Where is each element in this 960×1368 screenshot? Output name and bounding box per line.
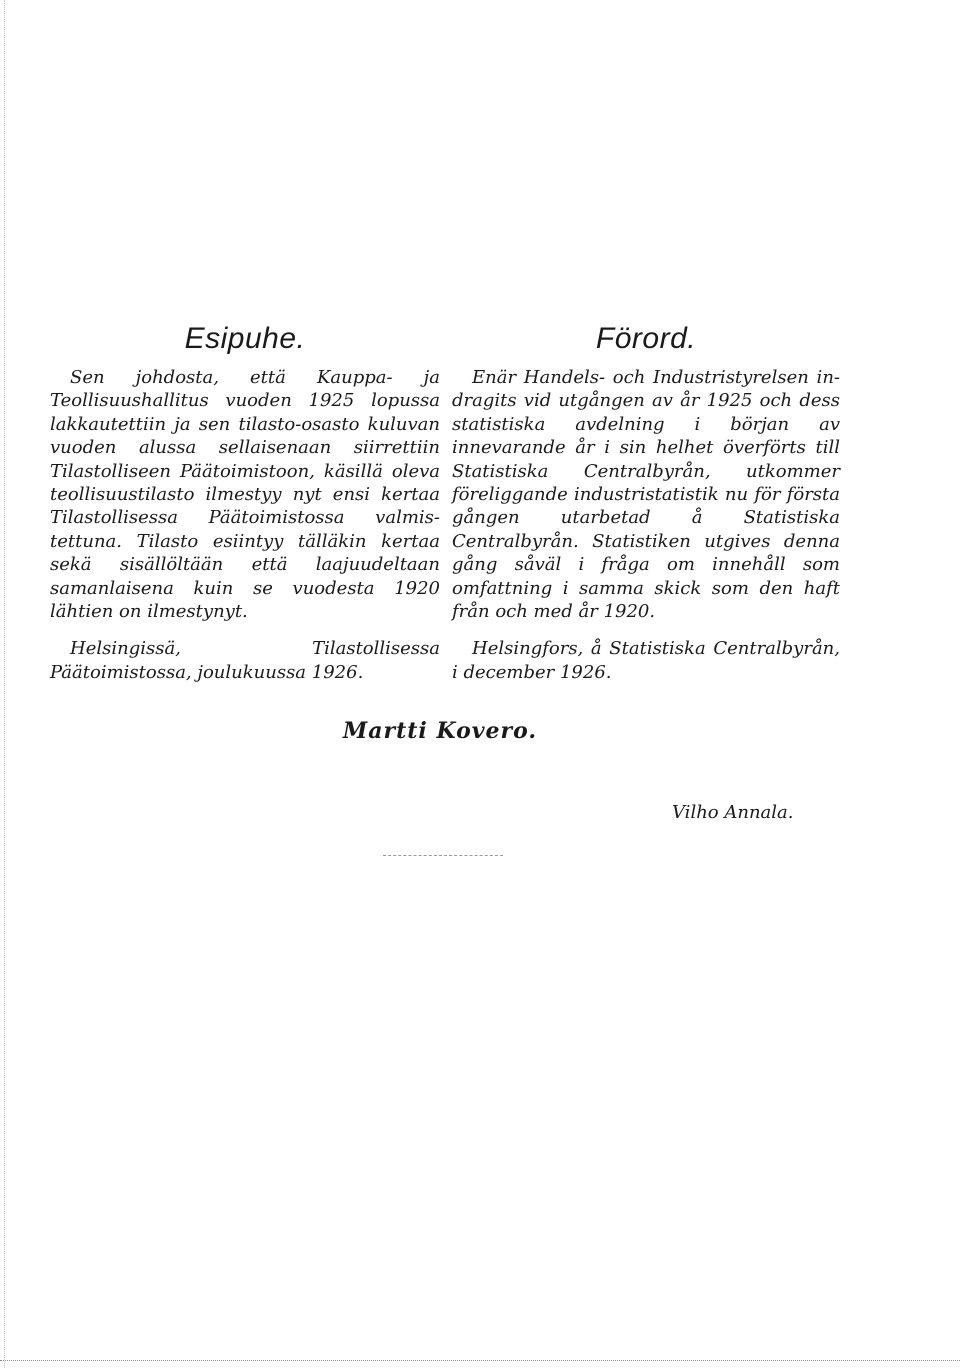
swedish-heading: Förord. [595, 322, 697, 355]
finnish-paragraph: Sen johdosta, että Kauppa- ja Teollisuushallitus vuoden 1925 lopussa lakkautettiin ja sen tilasto-osasto kuluvan vuoden alussa sellaisenaan siirrettiin Tilastolliseen Päätoimistoon, käsillä oleva teollisuustilasto ilmestyy nyt ensi kertaa Tilastollisessa Päätoimistossa valmistettuna. Tilasto esiintyy tälläkin kertaa sekä sisällöltään että laajuudeltaan samanlaisena kuin se vuodesta 1920 lähtien on ilmestynyt. [50, 367, 440, 623]
swedish-paragraph: Enär Handels- och Industristyrelsen indragits vid utgången av år 1925 och dess statistiska avdelning i början av innevarande år i sin helhet överförts till Statistiska Centralbyrån, utkommer föreliggande industristatistik nu för första gången utarbetad å Statistiska Centralbyrån. Statistiken utgives denna gång såväl i fråga om innehåll som omfattning i samma skick som den haft från och med år 1920. [452, 367, 840, 623]
signature-secondary: Vilho Annala. [672, 802, 794, 823]
signature-primary: Martti Kovero. [342, 718, 538, 744]
bottom-rule [0, 1360, 960, 1361]
swedish-place-date: Helsingfors, å Statistiska Centralbyrån, i december 1926. [452, 638, 840, 683]
divider-rule [383, 855, 503, 856]
swedish-preface [452, 322, 840, 684]
finnish-heading: Esipuhe. [184, 322, 306, 355]
left-margin-line [4, 0, 5, 1368]
finnish-place-date: Helsingissä, Tilastollisessa Päätoimistossa, joulukuussa 1926. [50, 638, 440, 683]
finnish-preface [50, 322, 440, 684]
